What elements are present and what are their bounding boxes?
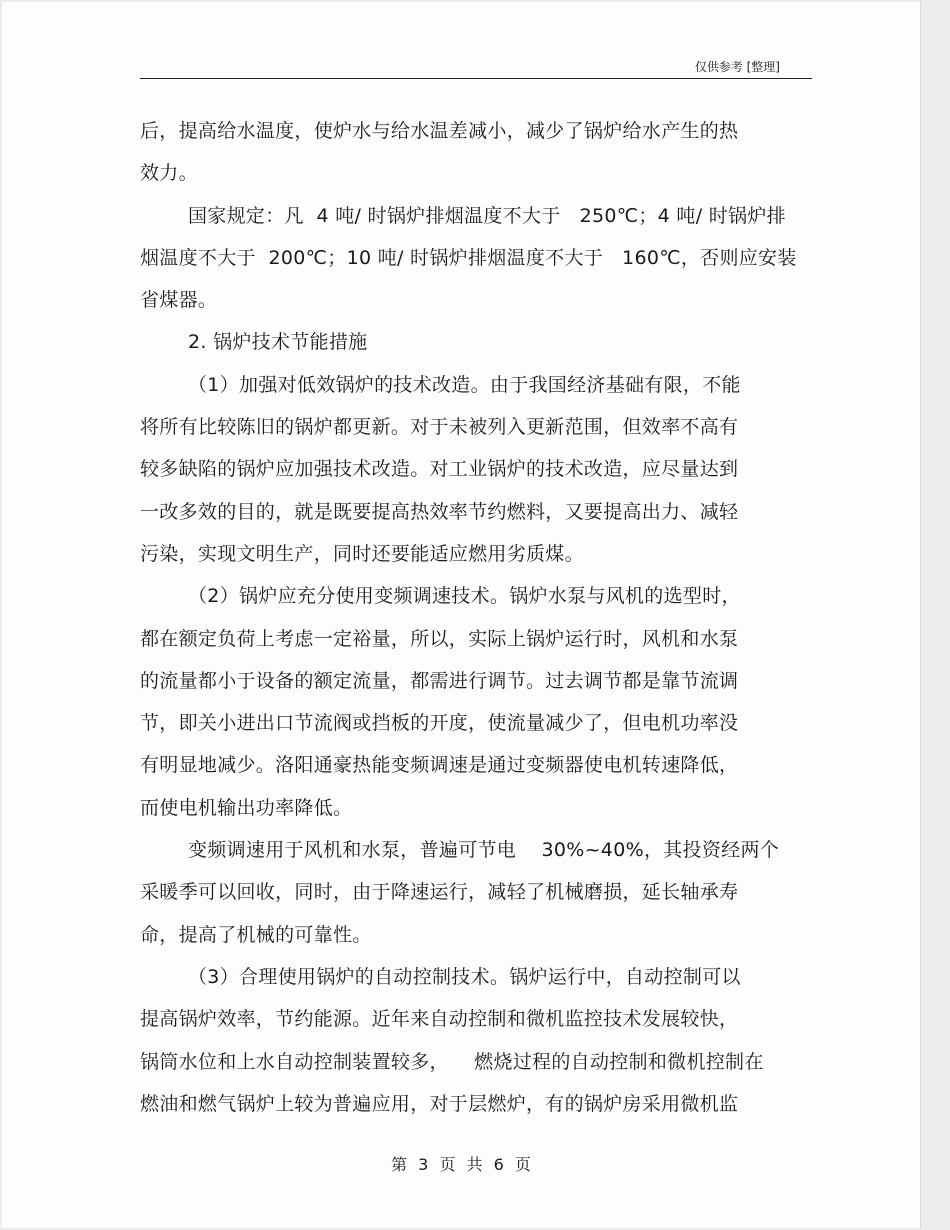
text-line: 燃油和燃气锅炉上较为普遍应用，对于层燃炉，有的锅炉房采用微机监 [140, 1092, 739, 1115]
text-line: 一改多效的目的，就是既要提高热效率节约燃料，又要提高出力、减轻 [140, 500, 739, 523]
body-text [140, 110, 820, 1125]
document-page [2, 2, 921, 1228]
text-line: 有明显地减少。洛阳通豪热能变频调速是通过变频器使电机转速降低， [140, 754, 739, 777]
text-line: 而使电机输出功率降低。 [140, 796, 353, 819]
text-line: 都在额定负荷上考虑一定裕量，所以，实际上锅炉运行时，风机和水泵 [140, 627, 739, 650]
text-line: 省煤器。 [140, 289, 218, 312]
text-line: （1）加强对低效锅炉的技术改造。由于我国经济基础有限，不能 [188, 373, 741, 396]
text-line: 节，即关小进出口节流阀或挡板的开度，使流量减少了，但电机功率没 [140, 712, 739, 735]
text-line: 较多缺陷的锅炉应加强技术改造。对工业锅炉的技术改造，应尽量达到 [140, 458, 739, 481]
text-line: 命，提高了机械的可靠性。 [140, 923, 372, 946]
text-line: 提高锅炉效率，节约能源。近年来自动控制和微机监控技术发展较快， [140, 1008, 739, 1031]
text-line: 的流量都小于设备的额定流量，都需进行调节。过去调节都是靠节流调 [140, 669, 739, 692]
text-line: （3）合理使用锅炉的自动控制技术。锅炉运行中，自动控制可以 [188, 965, 741, 988]
text-line: 变频调速用于风机和水泵，普遍可节电 30%~40%，其投资经两个 [188, 839, 780, 862]
page-number: 第 3 页 共 6 页 [391, 1155, 531, 1174]
text-line: 国家规定：凡 4 吨/ 时锅炉排烟温度不大于 250℃；4 吨/ 时锅炉排 [188, 204, 786, 227]
text-line: 烟温度不大于 200℃；10 吨/ 时锅炉排烟温度不大于 160℃，否则应安装 [140, 246, 797, 269]
text-line: 将所有比较陈旧的锅炉都更新。对于未被列入更新范围，但效率不高有 [140, 416, 739, 439]
text-line: 效力。 [140, 162, 198, 185]
text-line: （2）锅炉应充分使用变频调速技术。锅炉水泵与风机的选型时， [188, 585, 741, 608]
header-rule [140, 78, 812, 79]
text-line: 污染，实现文明生产，同时还要能适应燃用劣质煤。 [140, 542, 584, 565]
text-line: 锅筒水位和上水自动控制装置较多， 燃烧过程的自动控制和微机控制在 [140, 1050, 764, 1073]
text-line: 2. 锅炉技术节能措施 [188, 331, 368, 354]
text-line: 后，提高给水温度，使炉水与给水温差减小，减少了锅炉给水产生的热 [140, 120, 739, 142]
header-note: 仅供参考 [整理] [694, 60, 780, 74]
text-line: 采暖季可以回收，同时，由于降速运行，减轻了机械磨损，延长轴承寿 [140, 881, 739, 904]
